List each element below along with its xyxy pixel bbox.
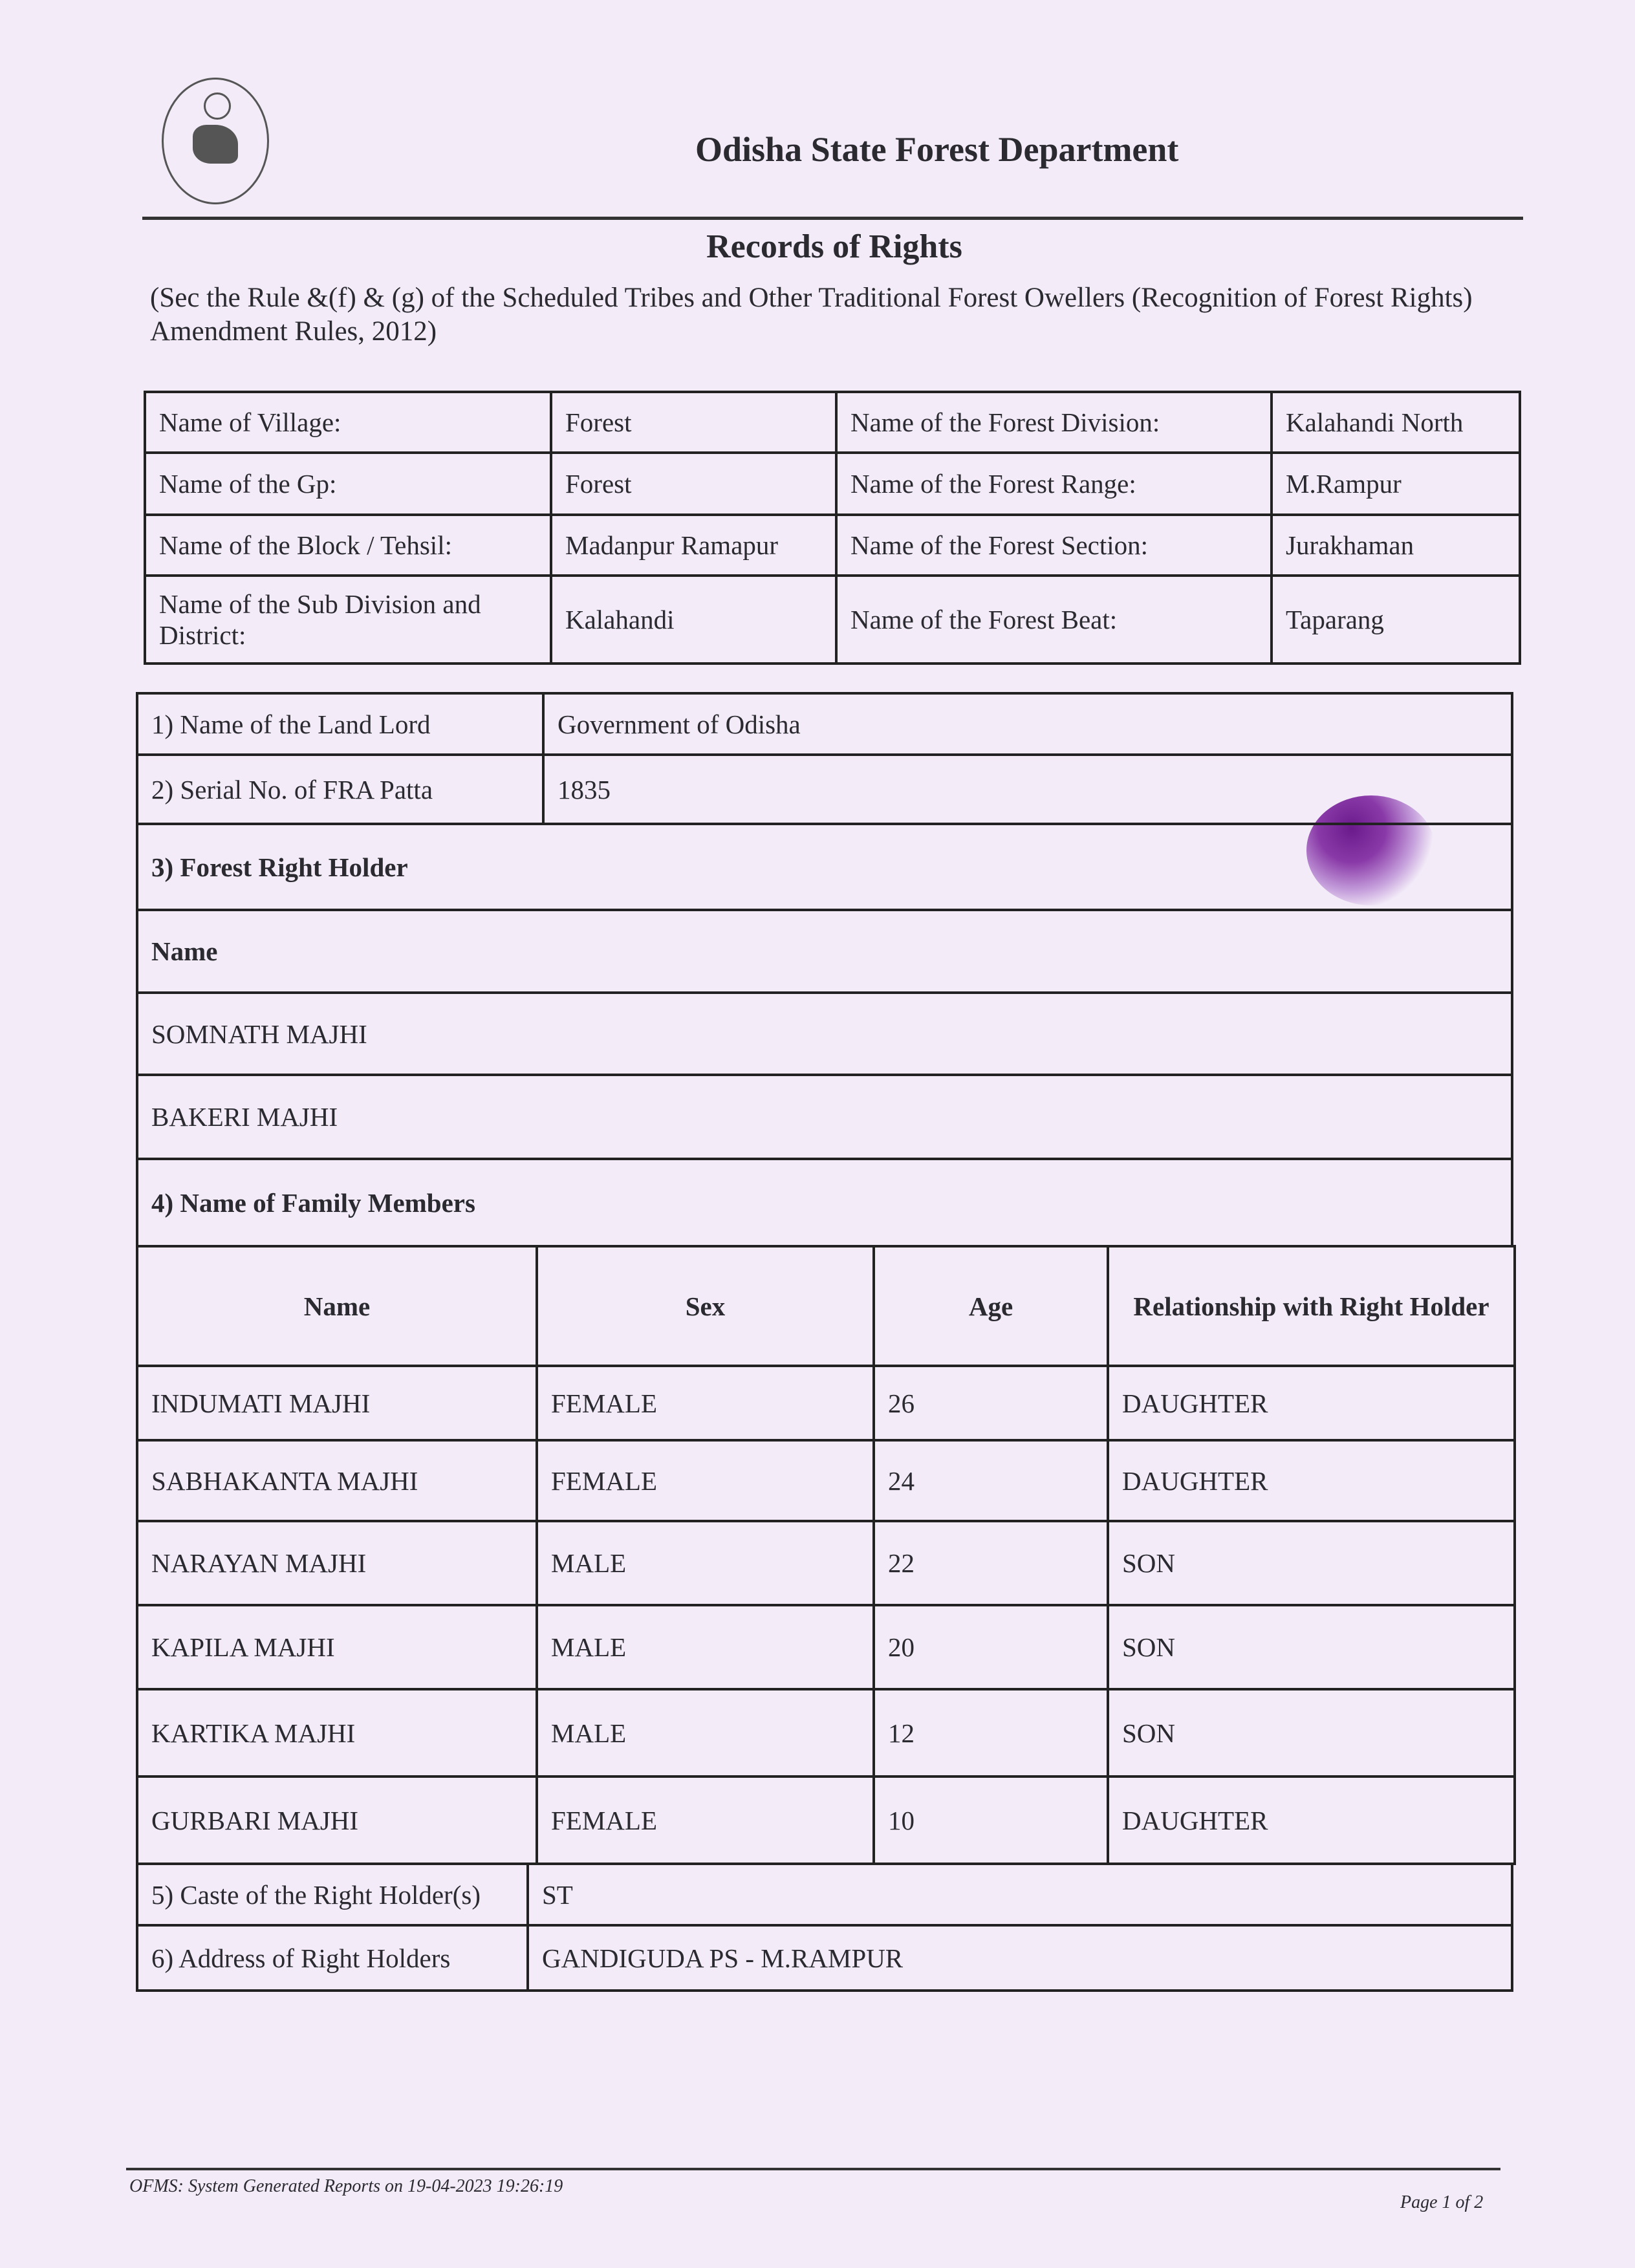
family-cell [1107, 1439, 1516, 1522]
family-cell [136, 1439, 538, 1522]
family-cell [536, 1520, 875, 1606]
location-label [144, 574, 552, 665]
family-cell-text: FEMALE [551, 1805, 657, 1835]
family-cell [872, 1439, 1109, 1522]
holder-name-text: SOMNATH MAJHI [151, 1019, 367, 1049]
family-cell [872, 1520, 1109, 1606]
family-cell [872, 1365, 1109, 1442]
address-label [136, 1924, 529, 1992]
family-cell-text: KAPILA MAJHI [151, 1632, 335, 1662]
land-lord-label [136, 692, 545, 756]
header-divider [142, 217, 1523, 220]
location-label [144, 451, 552, 516]
family-cell [1107, 1688, 1516, 1778]
holder-name-header-text: Name [151, 936, 218, 966]
family-heading [136, 1158, 1513, 1247]
location-value [550, 451, 838, 516]
location-label-text: Name of the Forest Division: [850, 407, 1160, 437]
family-cell-text: 22 [888, 1548, 915, 1578]
location-label-text: Name of the Sub Division and District: [159, 589, 481, 650]
caste-label-text: 5) Caste of the Right Holder(s) [151, 1879, 481, 1910]
location-value-text: Taparang [1286, 605, 1384, 634]
address-value-text: GANDIGUDA PS - M.RAMPUR [542, 1943, 904, 1973]
serial-label-text: 2) Serial No. of FRA Patta [151, 774, 433, 805]
family-cell-text: DAUGHTER [1122, 1805, 1268, 1835]
location-label-text: Name of the Forest Section: [850, 530, 1149, 560]
family-cell-text: NARAYAN MAJHI [151, 1548, 367, 1578]
location-label [835, 574, 1273, 665]
family-column-header [136, 1245, 538, 1367]
family-cell [872, 1688, 1109, 1778]
serial-value [542, 753, 1513, 825]
holder-heading-text: 3) Forest Right Holder [151, 852, 408, 882]
family-cell-text: GURBARI MAJHI [151, 1805, 359, 1835]
family-column-header-text: Name [303, 1291, 371, 1321]
caste-value-text: ST [542, 1879, 573, 1910]
family-cell-text: INDUMATI MAJHI [151, 1388, 371, 1418]
location-value-text: Kalahandi [565, 605, 675, 634]
location-value [1270, 451, 1521, 516]
family-cell [872, 1604, 1109, 1690]
family-cell-text: SON [1122, 1548, 1176, 1578]
location-value-text: Jurakhaman [1286, 530, 1414, 560]
family-cell [872, 1775, 1109, 1865]
family-cell-text: MALE [551, 1632, 627, 1662]
caste-label [136, 1863, 529, 1927]
location-value [1270, 513, 1521, 577]
location-label [144, 513, 552, 577]
page-number: Page 1 of 2 [1400, 2192, 1484, 2212]
family-cell [536, 1688, 875, 1778]
family-column-header-text: Age [968, 1291, 1013, 1321]
generated-note: OFMS: System Generated Reports on 19-04-2023 19:26:19 [129, 2176, 563, 2196]
family-column-header [1107, 1245, 1516, 1367]
location-value [550, 574, 838, 665]
location-label-text: Name of Village: [159, 407, 341, 437]
family-cell [136, 1520, 538, 1606]
odisha-emblem-logo [162, 78, 269, 204]
family-column-header [872, 1245, 1109, 1367]
location-label-text: Name of the Gp: [159, 469, 337, 499]
family-cell [1107, 1520, 1516, 1606]
family-cell [136, 1688, 538, 1778]
family-cell [136, 1365, 538, 1442]
land-lord-label-text: 1) Name of the Land Lord [151, 709, 431, 739]
family-cell [136, 1775, 538, 1865]
location-label [835, 451, 1273, 516]
family-cell-text: FEMALE [551, 1388, 657, 1418]
address-label-text: 6) Address of Right Holders [151, 1943, 451, 1973]
location-label [835, 513, 1273, 577]
family-column-header-text: Relationship with Right Holder [1133, 1291, 1489, 1321]
family-column-header-text: Sex [685, 1291, 726, 1321]
location-value-text: Kalahandi North [1286, 407, 1464, 437]
family-cell [136, 1604, 538, 1690]
location-value [550, 513, 838, 577]
page-title: Records of Rights [706, 228, 962, 265]
location-value [1270, 391, 1521, 454]
location-label-text: Name of the Forest Beat: [850, 605, 1118, 634]
location-label [144, 391, 552, 454]
location-value-text: M.Rampur [1286, 469, 1402, 499]
family-cell-text: FEMALE [551, 1465, 657, 1496]
family-cell [536, 1439, 875, 1522]
family-cell-text: DAUGHTER [1122, 1465, 1268, 1496]
holder-name [136, 991, 1513, 1076]
location-value-text: Madanpur Ramapur [565, 530, 779, 560]
serial-label [136, 753, 545, 825]
holder-name [136, 1074, 1513, 1160]
family-cell-text: MALE [551, 1548, 627, 1578]
location-value-text: Forest [565, 407, 632, 437]
family-cell [1107, 1365, 1516, 1442]
family-cell-text: 24 [888, 1465, 915, 1496]
address-value [526, 1924, 1513, 1992]
location-label-text: Name of the Block / Tehsil: [159, 530, 452, 560]
family-cell-text: 12 [888, 1718, 915, 1748]
holder-heading [136, 823, 1513, 911]
family-cell-text: SABHAKANTA MAJHI [151, 1465, 418, 1496]
holder-name-header [136, 909, 1513, 994]
rule-reference: (Sec the Rule &(f) & (g) of the Scheduled Tribes and Other Traditional Forest Owellers (Recognition of Forest Rights) Amendment Rules, 2012) [150, 283, 1473, 347]
family-cell-text: MALE [551, 1718, 627, 1748]
caste-value [526, 1863, 1513, 1927]
family-cell-text: DAUGHTER [1122, 1388, 1268, 1418]
family-cell-text: 26 [888, 1388, 915, 1418]
family-cell [1107, 1604, 1516, 1690]
family-cell-text: SON [1122, 1718, 1176, 1748]
location-value [550, 391, 838, 454]
location-label-text: Name of the Forest Range: [850, 469, 1136, 499]
holder-name-text: BAKERI MAJHI [151, 1102, 338, 1132]
family-cell [1107, 1775, 1516, 1865]
location-value-text: Forest [565, 469, 632, 499]
family-cell-text: 20 [888, 1632, 915, 1662]
location-label [835, 391, 1273, 454]
department-title: Odisha State Forest Department [695, 130, 1179, 169]
serial-value-text: 1835 [558, 774, 611, 805]
family-cell [536, 1365, 875, 1442]
land-lord-value [542, 692, 1513, 756]
family-cell-text: KARTIKA MAJHI [151, 1718, 356, 1748]
family-heading-text: 4) Name of Family Members [151, 1187, 475, 1218]
family-cell-text: 10 [888, 1805, 915, 1835]
land-lord-value-text: Government of Odisha [558, 709, 801, 739]
family-cell-text: SON [1122, 1632, 1176, 1662]
family-cell [536, 1604, 875, 1690]
family-cell [536, 1775, 875, 1865]
location-value [1270, 574, 1521, 665]
family-column-header [536, 1245, 875, 1367]
footer-divider [126, 2168, 1500, 2170]
